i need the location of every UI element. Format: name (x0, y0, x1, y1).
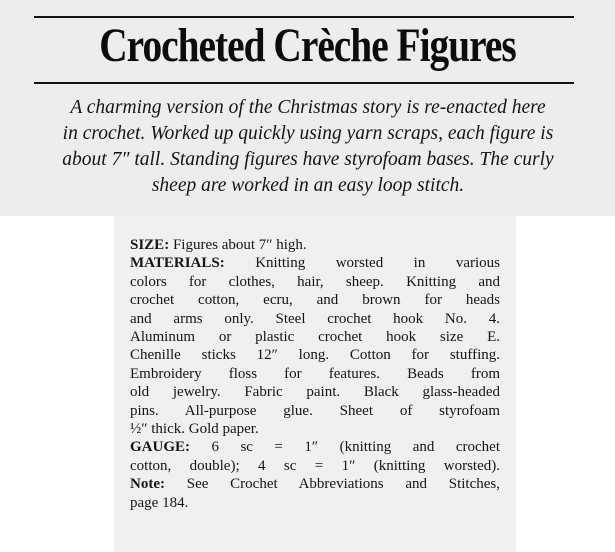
intro-paragraph (22, 95, 594, 199)
gauge-line (130, 438, 500, 456)
materials-line: ½″ thick. Gold paper. (130, 421, 259, 438)
materials-line: crochet cotton, ecru, and brown for heads (130, 292, 500, 309)
materials-line (130, 254, 500, 272)
intro-line: sheep are worked in an easy loop stitch. (151, 175, 465, 196)
materials-line: pins. All-purpose glue. Sheet of styrofoam (130, 402, 500, 419)
intro-line: A charming version of the Christmas story is re-enacted here (70, 97, 546, 118)
gauge-line: cotton, double); 4 sc = 1″ (knitting worsted). (130, 457, 500, 474)
materials-line: Embroidery floss for features. Beads from (130, 365, 500, 382)
intro-line: about 7″ tall. Standing figures have styrofoam bases. The curly (62, 149, 554, 170)
size-line (130, 236, 500, 254)
article-title: Crocheted Crèche Figures (99, 19, 516, 72)
title-rule-bottom (34, 82, 574, 84)
note-line: page 184. (130, 494, 189, 511)
materials-line: old jewelry. Fabric paint. Black glass-headed (130, 384, 500, 401)
specs-block (130, 236, 500, 512)
materials-text: Knitting worsted in various (224, 255, 500, 272)
gauge-label: GAUGE: (130, 439, 190, 456)
materials-line: colors for clothes, hair, sheep. Knitting and (130, 273, 500, 290)
materials-line: and arms only. Steel crochet hook No. 4. (130, 310, 500, 327)
note-label: Note: (130, 476, 165, 493)
intro-line: in crochet. Worked up quickly using yarn scraps, each figure is (62, 123, 554, 144)
note-text: See Crochet Abbreviations and Stitches, (164, 476, 500, 493)
materials-label: MATERIALS: (130, 255, 225, 272)
materials-line: Aluminum or plastic crochet hook size E. (130, 329, 500, 346)
size-label: SIZE: (130, 237, 170, 253)
note-line (130, 475, 500, 493)
materials-line: Chenille sticks 12″ long. Cotton for stuffing. (130, 347, 500, 364)
size-text: Figures about 7″ high. (169, 237, 307, 253)
gauge-text: 6 sc = 1″ (knitting and crochet (190, 439, 500, 456)
